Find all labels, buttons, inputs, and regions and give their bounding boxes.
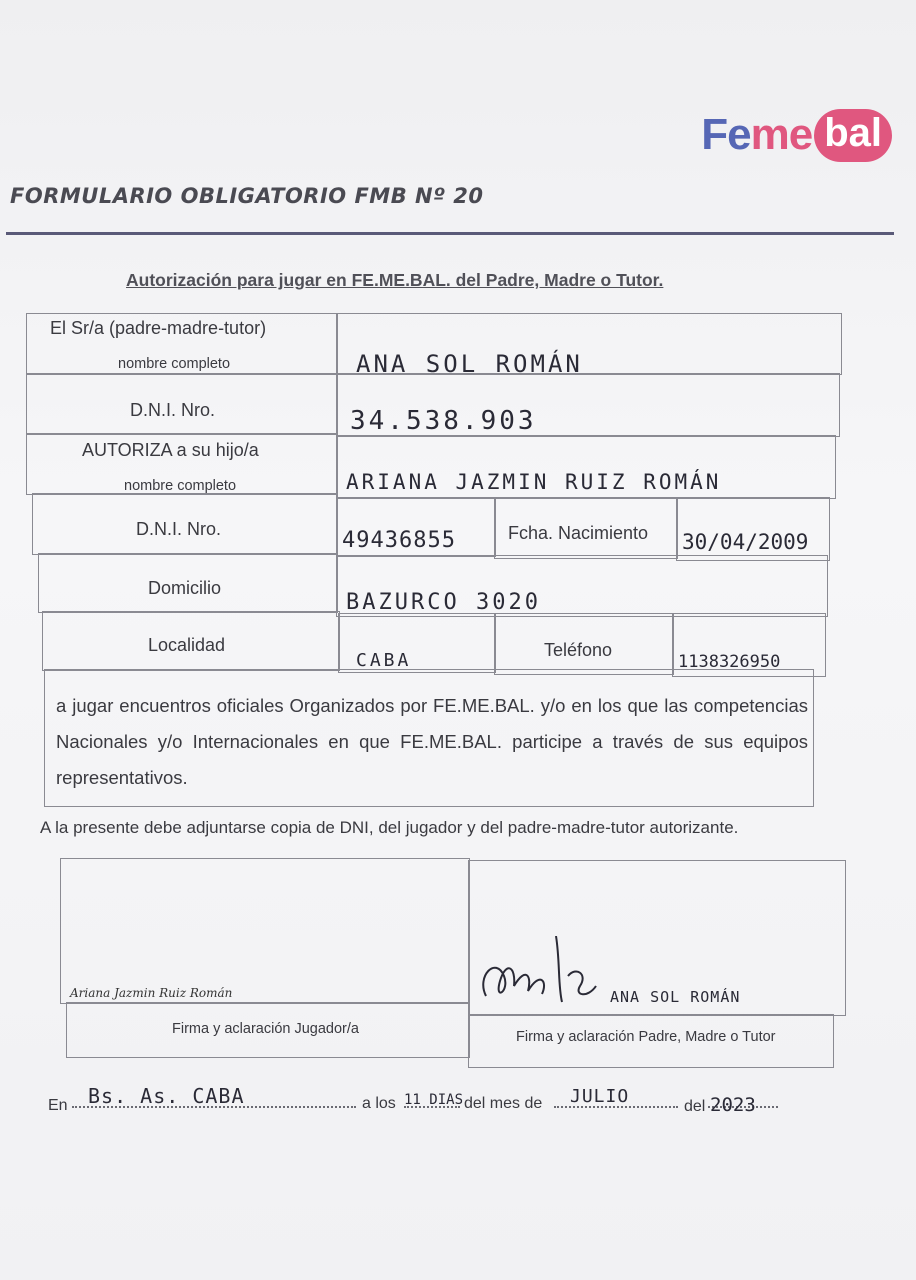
authorization-paragraph: a jugar encuentros oficiales Organizados por FE.ME.BAL. y/o en los que las competencias Nacionales y/o Internacionales en que FE.ME.BAL. participe a través de sus equipos representativos. [56, 695, 808, 788]
birth-label: Fcha. Nacimiento [508, 523, 649, 543]
header-divider [6, 232, 894, 235]
city-label: Localidad [148, 635, 226, 655]
guardian-dni-label: D.N.I. Nro. [130, 400, 216, 420]
address-value: BAZURCO 3020 [346, 590, 541, 615]
footer-en-label: En [48, 1097, 68, 1114]
birth-date-value: 30/04/2009 [682, 530, 809, 554]
logo-part-fe: Fe [701, 110, 751, 159]
authorizes-label: AUTORIZA a su hijo/a [82, 440, 259, 460]
address-label: Domicilio [148, 578, 222, 598]
form-number: FORMULARIO OBLIGATORIO FMB Nº 20 [10, 184, 484, 208]
guardian-dni-value: 34.538.903 [350, 406, 537, 436]
child-dni-label: D.N.I. Nro. [136, 519, 222, 539]
player-printed-name: Ariana Jazmin Ruiz Román [70, 986, 233, 1000]
guardian-signature-caption: Firma y aclaración Padre, Madre o Tutor [516, 1029, 776, 1045]
place-value: Bs. As. CABA [88, 1084, 245, 1108]
guardian-printed-name: ANA SOL ROMÁN [610, 988, 741, 1006]
guardian-label: El Sr/a (padre-madre-tutor) [50, 318, 267, 338]
logo-part-bal: bal [814, 109, 892, 162]
footer-del-label: del [684, 1098, 706, 1115]
logo-part-me: me [750, 110, 813, 159]
phone-label: Teléfono [544, 640, 613, 660]
form-subtitle: Autorización para jugar en FE.ME.BAL. del Padre, Madre o Tutor. [126, 270, 664, 290]
attachment-note: A la presente debe adjuntarse copia de DNI, del jugador y del padre-madre-tutor autorizante. [40, 818, 739, 837]
phone-value: 1138326950 [678, 652, 781, 672]
child-dni-value: 49436855 [342, 528, 456, 553]
month-value: JULIO [570, 1086, 630, 1107]
day-value: 11 DIAS [404, 1092, 464, 1108]
femebal-logo [701, 100, 892, 170]
footer-a-los-label: a los [362, 1095, 396, 1112]
city-value: CABA [356, 650, 412, 671]
guardian-sublabel: nombre completo [118, 356, 231, 372]
player-signature-box [60, 858, 470, 1004]
player-signature-caption: Firma y aclaración Jugador/a [172, 1021, 359, 1037]
footer-mes-label: del mes de [464, 1095, 543, 1112]
guardian-name-value: ANA SOL ROMÁN [356, 350, 583, 378]
child-name-value: ARIANA JAZMIN RUIZ ROMÁN [346, 470, 722, 494]
guardian-signature-scribble [476, 936, 606, 1006]
year-value: 2023 [710, 1094, 756, 1116]
child-sublabel: nombre completo [124, 478, 237, 494]
